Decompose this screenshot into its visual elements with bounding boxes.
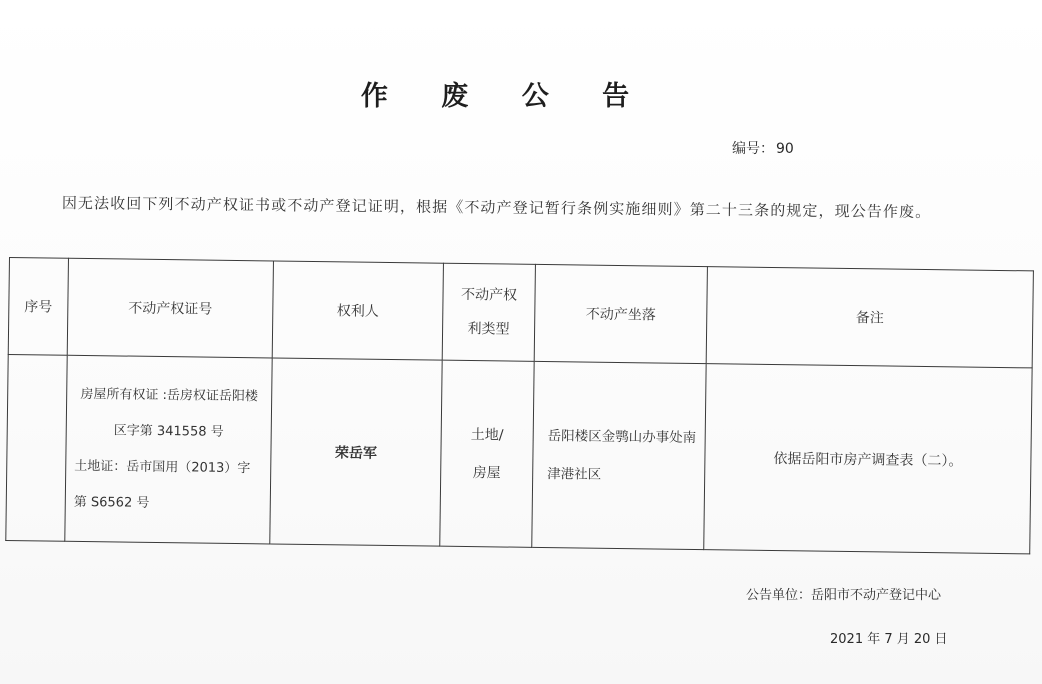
cert-line-2: 区字第 341558 号 [113,422,224,440]
table-header-row [8,258,1033,368]
cell-holder: 荣岳军 [270,358,442,546]
document-title: 作 废 公 告 [360,81,652,112]
cell-seq [6,354,67,541]
issue-date: 2021 年 7 月 20 日 [830,632,948,647]
cert-line-4: 第 S6562 号 [73,494,150,511]
header-right-type [442,263,535,361]
preamble-text: 因无法收回下列不动产权证书或不动产登记证明，根据《不动产登记暂行条例实施细则》第二十三条的规定，现公告作废。 [61,193,932,222]
header-seq: 序号 [8,258,68,356]
header-holder: 权利人 [272,261,443,360]
cert-line-3: 土地证：岳市国用（2013）字 [74,458,251,476]
location-line-2: 津港社区 [547,465,602,483]
document-number-label: 编号： [732,141,774,157]
location-line-1: 岳阳楼区金鹗山办事处南 [547,427,697,446]
document-number [732,138,794,158]
header-cert-no: 不动产权证号 [67,258,273,358]
header-right-type-line1: 不动产权 [460,286,518,304]
cell-remark: 依据岳阳市房产调查表（二）。 [704,364,1032,554]
header-right-type-line2: 利类型 [467,321,510,338]
cell-location [532,361,706,549]
type-line-2: 房屋 [472,464,501,481]
table-row [6,354,1032,553]
type-line-1: 土地/ [470,426,504,443]
issuing-unit: 公告单位：岳阳市不动产登记中心 [746,588,942,603]
header-location: 不动产坐落 [534,264,707,363]
document-number-value: 90 [776,141,794,157]
void-certificate-table [5,257,1033,554]
header-remark: 备注 [706,267,1033,368]
cert-line-1: 房屋所有权证 :岳房权证岳阳楼 [80,386,259,404]
cell-right-type [440,360,534,547]
certificate-table [5,257,1034,554]
cell-cert-no [65,355,272,544]
